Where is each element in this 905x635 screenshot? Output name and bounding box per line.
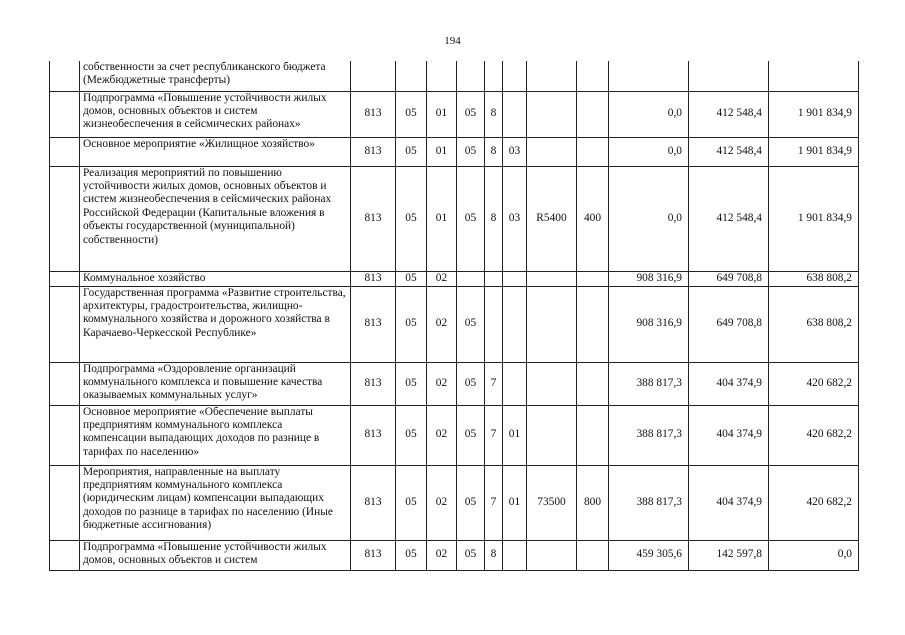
amount-year3-cell: 0,0	[769, 540, 859, 570]
section-code-cell: 05	[396, 465, 427, 540]
table-row	[50, 91, 859, 137]
amount-year1-cell: 459 305,6	[609, 540, 689, 570]
item-name-cell: Реализация мероприятий по повышению устойчивости жилых домов, основных объектов и систем жизнеобеспечения в сейсмических районах Российской Федерации (Капитальные вложения в объекты государственной (муниципальной) собственности)	[80, 166, 351, 271]
table-row	[50, 166, 859, 271]
subprogram-code-cell: 8	[485, 540, 503, 570]
activity-code-cell: 01	[503, 465, 527, 540]
expense-type-cell	[577, 362, 609, 405]
direction-code-cell	[527, 137, 577, 166]
activity-code-cell	[503, 286, 527, 362]
ministry-code-cell	[351, 61, 396, 91]
ministry-code-cell: 813	[351, 91, 396, 137]
amount-year3-cell: 638 808,2	[769, 286, 859, 362]
table-row	[50, 362, 859, 405]
activity-code-cell	[503, 271, 527, 286]
program-code-cell: 05	[457, 540, 485, 570]
amount-year1-cell: 388 817,3	[609, 465, 689, 540]
row-number-cell	[50, 465, 80, 540]
amount-year1-cell	[609, 61, 689, 91]
section-code-cell: 05	[396, 91, 427, 137]
program-code-cell: 05	[457, 137, 485, 166]
expense-type-cell: 400	[577, 166, 609, 271]
program-code-cell: 05	[457, 166, 485, 271]
expense-type-cell	[577, 61, 609, 91]
item-name-cell: собственности за счет республиканского бюджета (Межбюджетные трансферты)	[80, 61, 351, 91]
subprogram-code-cell: 7	[485, 405, 503, 465]
program-code-cell: 05	[457, 465, 485, 540]
amount-year1-cell: 0,0	[609, 91, 689, 137]
program-code-cell	[457, 271, 485, 286]
ministry-code-cell: 813	[351, 405, 396, 465]
subsection-code-cell: 02	[427, 362, 457, 405]
subsection-code-cell: 02	[427, 465, 457, 540]
amount-year1-cell: 388 817,3	[609, 405, 689, 465]
subprogram-code-cell: 7	[485, 465, 503, 540]
subsection-code-cell: 02	[427, 405, 457, 465]
row-number-cell	[50, 286, 80, 362]
item-name-cell: Государственная программа «Развитие строительства, архитектуры, градостроительства, жилищно-коммунального хозяйства и дорожного хозяйства в Карачаево-Черкесской Республике»	[80, 286, 351, 362]
expense-type-cell: 800	[577, 465, 609, 540]
expense-type-cell	[577, 405, 609, 465]
item-name-cell: Коммунальное хозяйство	[80, 271, 351, 286]
activity-code-cell	[503, 540, 527, 570]
program-code-cell: 05	[457, 362, 485, 405]
row-number-cell	[50, 540, 80, 570]
amount-year2-cell: 404 374,9	[689, 465, 769, 540]
table-row	[50, 405, 859, 465]
item-name-cell: Подпрограмма «Повышение устойчивости жилых домов, основных объектов и систем жизнеобеспечения в сейсмических районах»	[80, 91, 351, 137]
amount-year3-cell: 638 808,2	[769, 271, 859, 286]
amount-year1-cell: 908 316,9	[609, 271, 689, 286]
subsection-code-cell: 02	[427, 540, 457, 570]
ministry-code-cell: 813	[351, 540, 396, 570]
subprogram-code-cell	[485, 271, 503, 286]
amount-year1-cell: 0,0	[609, 137, 689, 166]
row-number-cell	[50, 271, 80, 286]
section-code-cell: 05	[396, 540, 427, 570]
direction-code-cell	[527, 540, 577, 570]
activity-code-cell	[503, 362, 527, 405]
activity-code-cell	[503, 61, 527, 91]
direction-code-cell	[527, 286, 577, 362]
subsection-code-cell: 01	[427, 137, 457, 166]
item-name-cell: Основное мероприятие «Обеспечение выплаты предприятиям коммунального комплекса компенсации выпадающих доходов по разнице в тарифах по населению»	[80, 405, 351, 465]
subprogram-code-cell	[485, 286, 503, 362]
amount-year3-cell: 1 901 834,9	[769, 166, 859, 271]
section-code-cell: 05	[396, 166, 427, 271]
direction-code-cell	[527, 91, 577, 137]
program-code-cell: 05	[457, 286, 485, 362]
section-code-cell: 05	[396, 362, 427, 405]
direction-code-cell	[527, 271, 577, 286]
subprogram-code-cell: 8	[485, 137, 503, 166]
amount-year2-cell: 404 374,9	[689, 405, 769, 465]
ministry-code-cell: 813	[351, 271, 396, 286]
amount-year1-cell: 0,0	[609, 166, 689, 271]
amount-year2-cell	[689, 61, 769, 91]
page-number: 194	[444, 35, 461, 47]
subprogram-code-cell: 7	[485, 362, 503, 405]
direction-code-cell: 73500	[527, 465, 577, 540]
amount-year3-cell: 420 682,2	[769, 405, 859, 465]
item-name-cell: Подпрограмма «Оздоровление организаций коммунального комплекса и повышение качества оказываемых коммунальных услуг»	[80, 362, 351, 405]
section-code-cell: 05	[396, 405, 427, 465]
row-number-cell	[50, 362, 80, 405]
amount-year3-cell	[769, 61, 859, 91]
subsection-code-cell: 01	[427, 91, 457, 137]
table-row	[50, 61, 859, 91]
activity-code-cell	[503, 91, 527, 137]
row-number-cell	[50, 61, 80, 91]
direction-code-cell	[527, 61, 577, 91]
row-number-cell	[50, 91, 80, 137]
amount-year2-cell: 412 548,4	[689, 137, 769, 166]
subsection-code-cell: 02	[427, 271, 457, 286]
item-name-cell: Мероприятия, направленные на выплату предприятиям коммунального комплекса (юридическим лицам) компенсации выпадающих доходов по разнице в тарифах по населению (Иные бюджетные ассигнования)	[80, 465, 351, 540]
direction-code-cell	[527, 405, 577, 465]
ministry-code-cell: 813	[351, 286, 396, 362]
subprogram-code-cell: 8	[485, 166, 503, 271]
expense-type-cell	[577, 540, 609, 570]
direction-code-cell	[527, 362, 577, 405]
row-number-cell	[50, 166, 80, 271]
amount-year3-cell: 1 901 834,9	[769, 137, 859, 166]
activity-code-cell: 03	[503, 137, 527, 166]
table-row	[50, 286, 859, 362]
expense-type-cell	[577, 286, 609, 362]
ministry-code-cell: 813	[351, 465, 396, 540]
table-row	[50, 137, 859, 166]
table-row	[50, 465, 859, 540]
direction-code-cell: R5400	[527, 166, 577, 271]
section-code-cell	[396, 61, 427, 91]
amount-year2-cell: 412 548,4	[689, 91, 769, 137]
section-code-cell: 05	[396, 286, 427, 362]
row-number-cell	[50, 137, 80, 166]
subprogram-code-cell	[485, 61, 503, 91]
expense-type-cell	[577, 91, 609, 137]
ministry-code-cell: 813	[351, 362, 396, 405]
amount-year3-cell: 420 682,2	[769, 362, 859, 405]
ministry-code-cell: 813	[351, 137, 396, 166]
activity-code-cell: 01	[503, 405, 527, 465]
section-code-cell: 05	[396, 137, 427, 166]
expense-type-cell	[577, 137, 609, 166]
subsection-code-cell	[427, 61, 457, 91]
ministry-code-cell: 813	[351, 166, 396, 271]
subprogram-code-cell: 8	[485, 91, 503, 137]
budget-table	[49, 61, 859, 571]
table-row	[50, 540, 859, 570]
item-name-cell: Основное мероприятие «Жилищное хозяйство»	[80, 137, 351, 166]
amount-year2-cell: 649 708,8	[689, 271, 769, 286]
expense-type-cell	[577, 271, 609, 286]
subsection-code-cell: 01	[427, 166, 457, 271]
amount-year2-cell: 404 374,9	[689, 362, 769, 405]
program-code-cell: 05	[457, 405, 485, 465]
amount-year2-cell: 649 708,8	[689, 286, 769, 362]
amount-year2-cell: 412 548,4	[689, 166, 769, 271]
amount-year2-cell: 142 597,8	[689, 540, 769, 570]
table-row	[50, 271, 859, 286]
amount-year3-cell: 1 901 834,9	[769, 91, 859, 137]
activity-code-cell: 03	[503, 166, 527, 271]
program-code-cell	[457, 61, 485, 91]
amount-year3-cell: 420 682,2	[769, 465, 859, 540]
row-number-cell	[50, 405, 80, 465]
subsection-code-cell: 02	[427, 286, 457, 362]
program-code-cell: 05	[457, 91, 485, 137]
amount-year1-cell: 908 316,9	[609, 286, 689, 362]
amount-year1-cell: 388 817,3	[609, 362, 689, 405]
item-name-cell: Подпрограмма «Повышение устойчивости жилых домов, основных объектов и систем	[80, 540, 351, 570]
section-code-cell: 05	[396, 271, 427, 286]
